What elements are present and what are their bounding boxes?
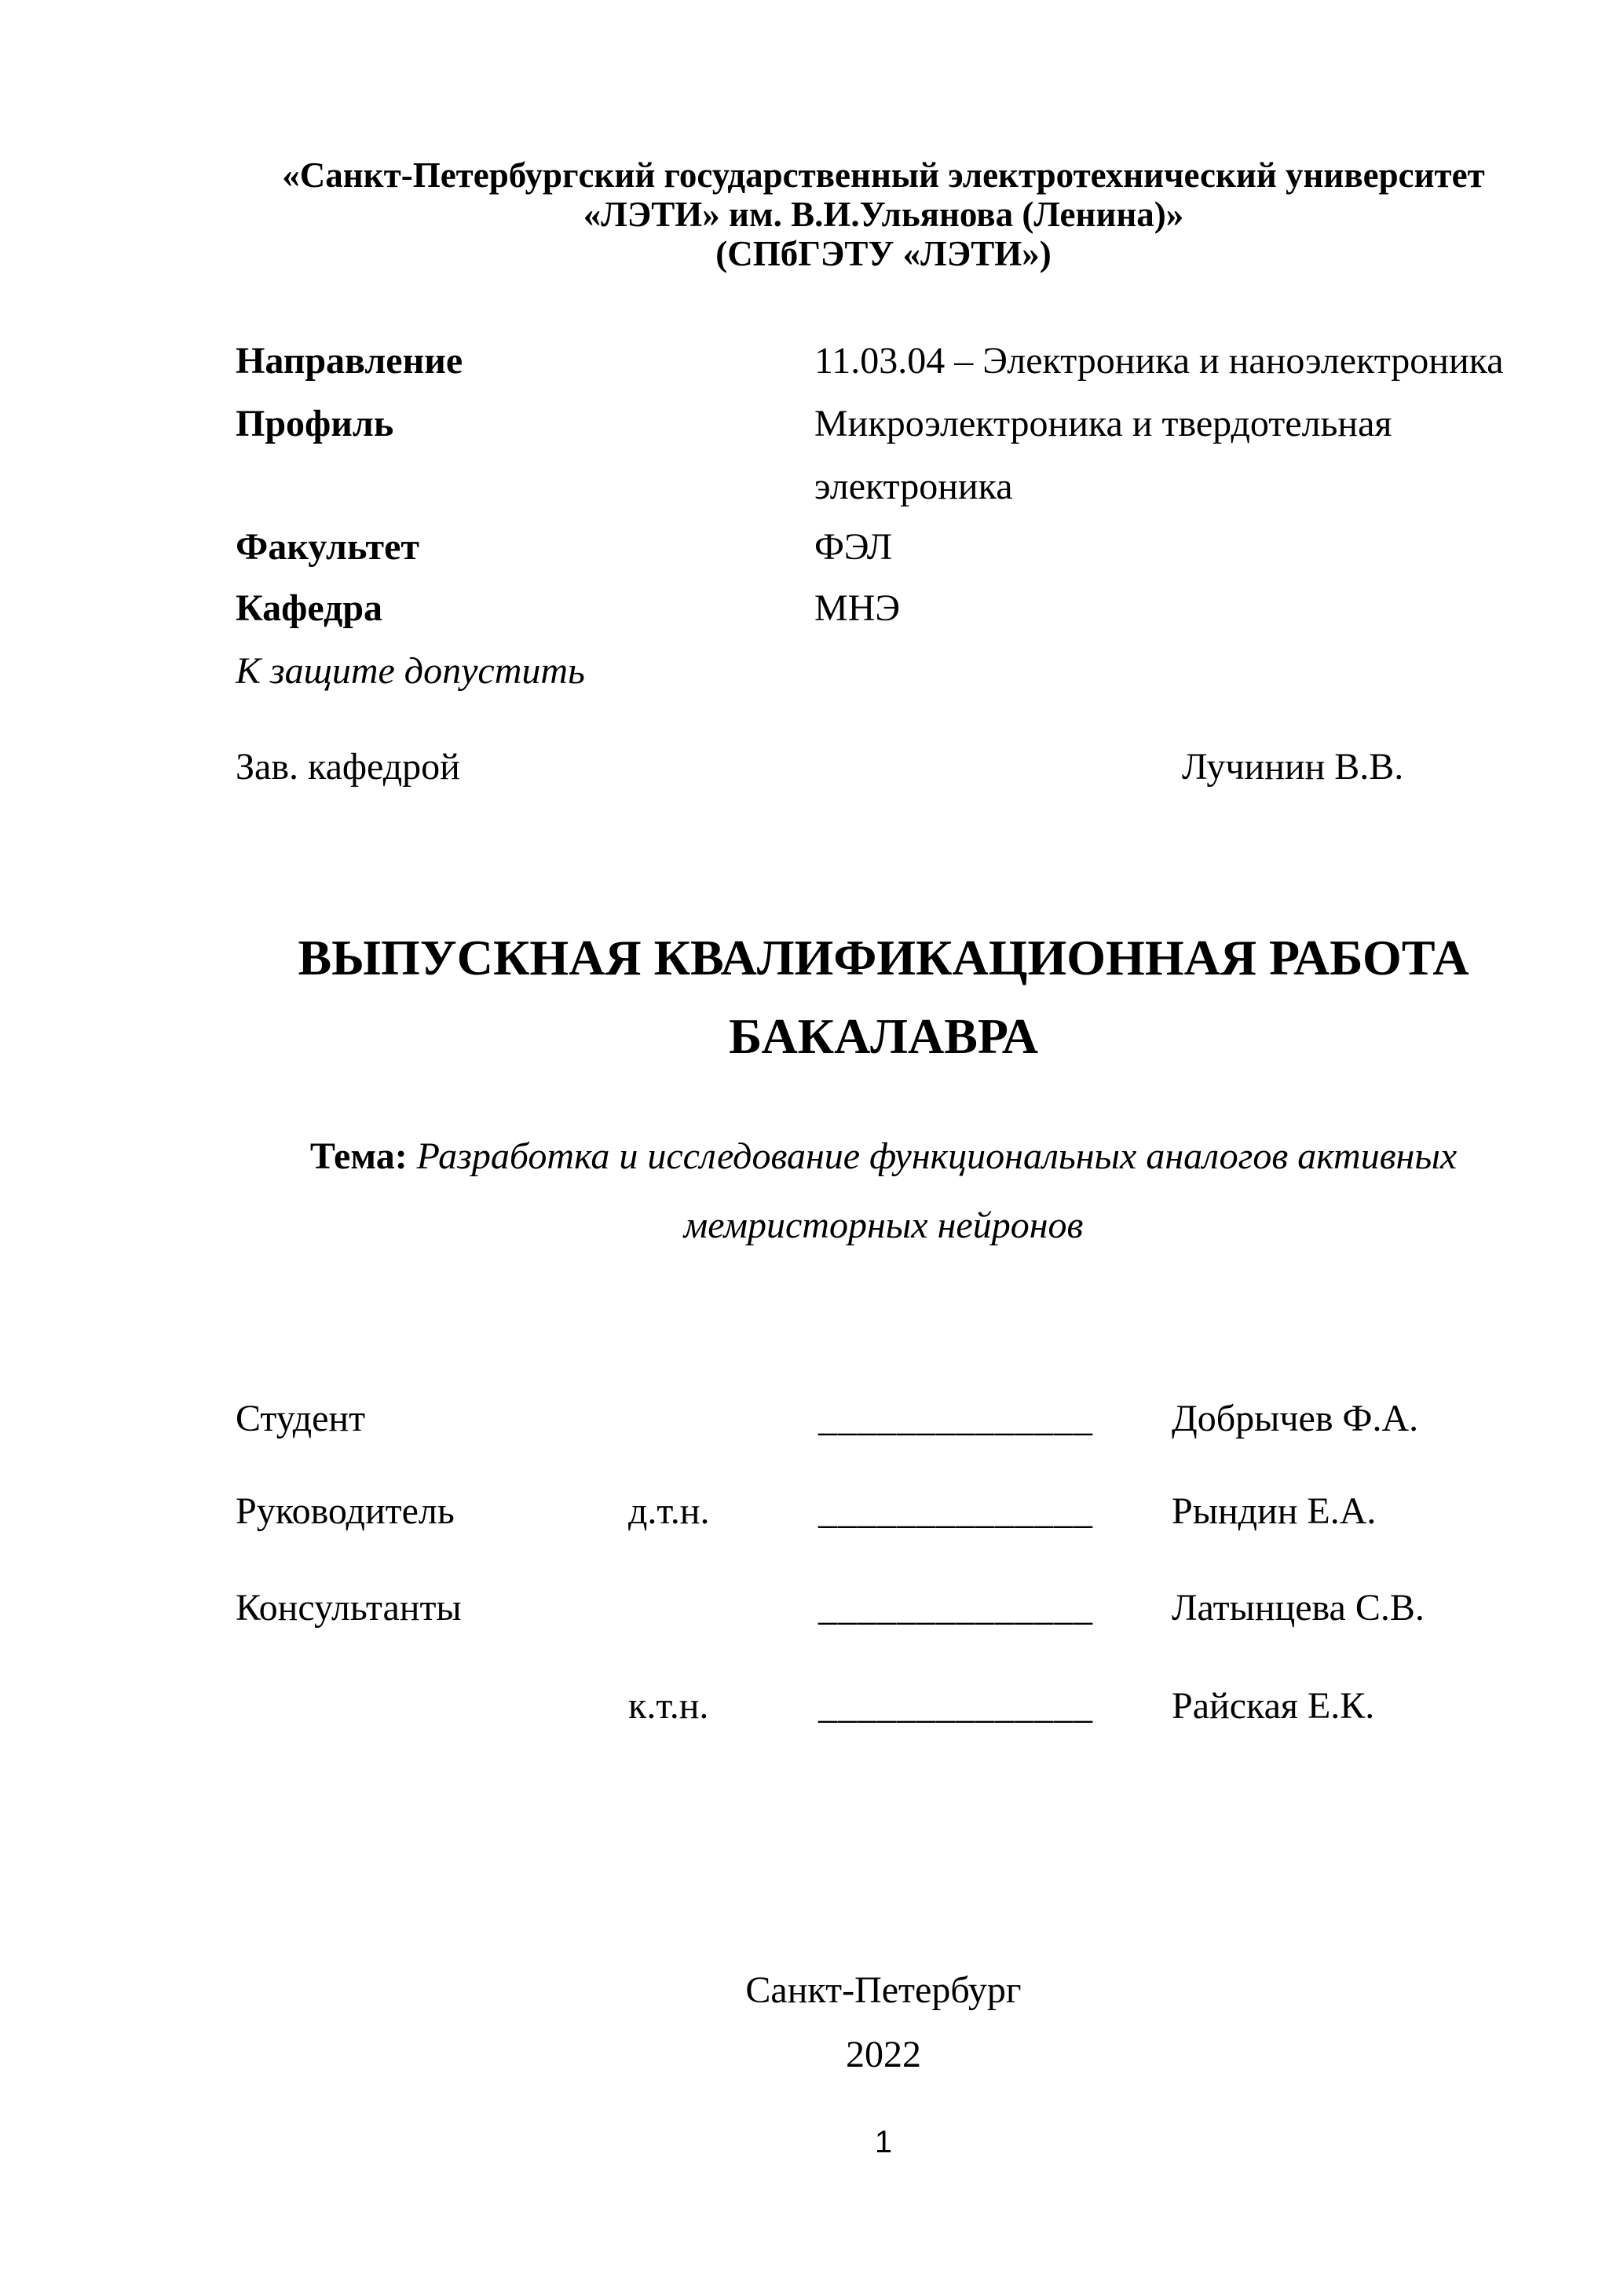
topic-line-1 [236,1122,1531,1191]
signature-line: ______________ [818,1398,1093,1439]
info-label-faculty: Факультет [236,526,419,568]
topic-text-2: мемристорных нейронов [683,1205,1084,1246]
signature-row-student [236,1396,1531,1442]
info-label-direction: Направление [236,340,463,382]
info-value-department: МНЭ [814,587,901,629]
admission-note: К защите допустить [236,650,585,692]
signature-role: Студент [236,1398,366,1439]
signature-row-supervisor [236,1489,1531,1534]
footer-block [236,1958,1531,2087]
info-value-direction: 11.03.04 – Электроника и наноэлектроника [814,340,1504,382]
head-of-department-name: Лучинин В.В. [1182,746,1404,788]
info-row-faculty [236,525,1531,570]
info-row-profile-wrap [236,464,1531,510]
head-of-department-row [236,744,1531,790]
signature-role: Руководитель [236,1490,455,1532]
signature-name: Добрычев Ф.А. [1172,1398,1419,1439]
signature-row-consultant-1 [236,1585,1531,1631]
signature-row-consultant-2 [236,1684,1531,1729]
info-row-profile [236,401,1531,447]
info-label-profile: Профиль [236,403,394,444]
footer-year: 2022 [846,2034,921,2075]
info-row-department [236,586,1531,631]
thesis-title-line-1: ВЫПУСКНАЯ КВАЛИФИКАЦИОННАЯ РАБОТА [298,930,1469,985]
signature-name: Латынцева С.В. [1172,1587,1425,1629]
info-label-department: Кафедра [236,587,383,629]
signature-degree: д.т.н. [628,1490,710,1532]
signature-role: Консультанты [236,1587,462,1629]
head-of-department-label: Зав. кафедрой [236,746,460,788]
signature-line: ______________ [818,1490,1093,1532]
info-row-direction [236,338,1531,384]
footer-city: Санкт-Петербург [745,1969,1022,2011]
signature-line: ______________ [818,1587,1093,1629]
university-header [236,155,1531,273]
university-header-line-1: «Санкт-Петербургский государственный электротехнический университет [282,155,1485,195]
info-value-profile: Микроэлектроника и твердотельная [814,403,1392,444]
signature-name: Райская Е.К. [1172,1685,1375,1727]
signature-line: ______________ [818,1685,1093,1727]
info-value-faculty: ФЭЛ [814,526,893,568]
signature-name: Рындин Е.А. [1172,1490,1377,1532]
signature-degree: к.т.н. [628,1685,709,1727]
topic-block [236,1122,1531,1260]
info-value-profile-wrap: электроника [814,466,1013,507]
page-number: 1 [874,2125,893,2159]
topic-text-1: Разработка и исследование функциональных аналогов активных [416,1135,1458,1177]
thesis-title [236,919,1531,1076]
university-header-line-3: (СПбГЭТУ «ЛЭТИ») [715,234,1052,273]
thesis-title-line-2: БАКАЛАВРА [728,1008,1039,1064]
university-header-line-2: «ЛЭТИ» им. В.И.Ульянова (Ленина)» [583,195,1184,234]
topic-label: Тема: [309,1135,408,1177]
